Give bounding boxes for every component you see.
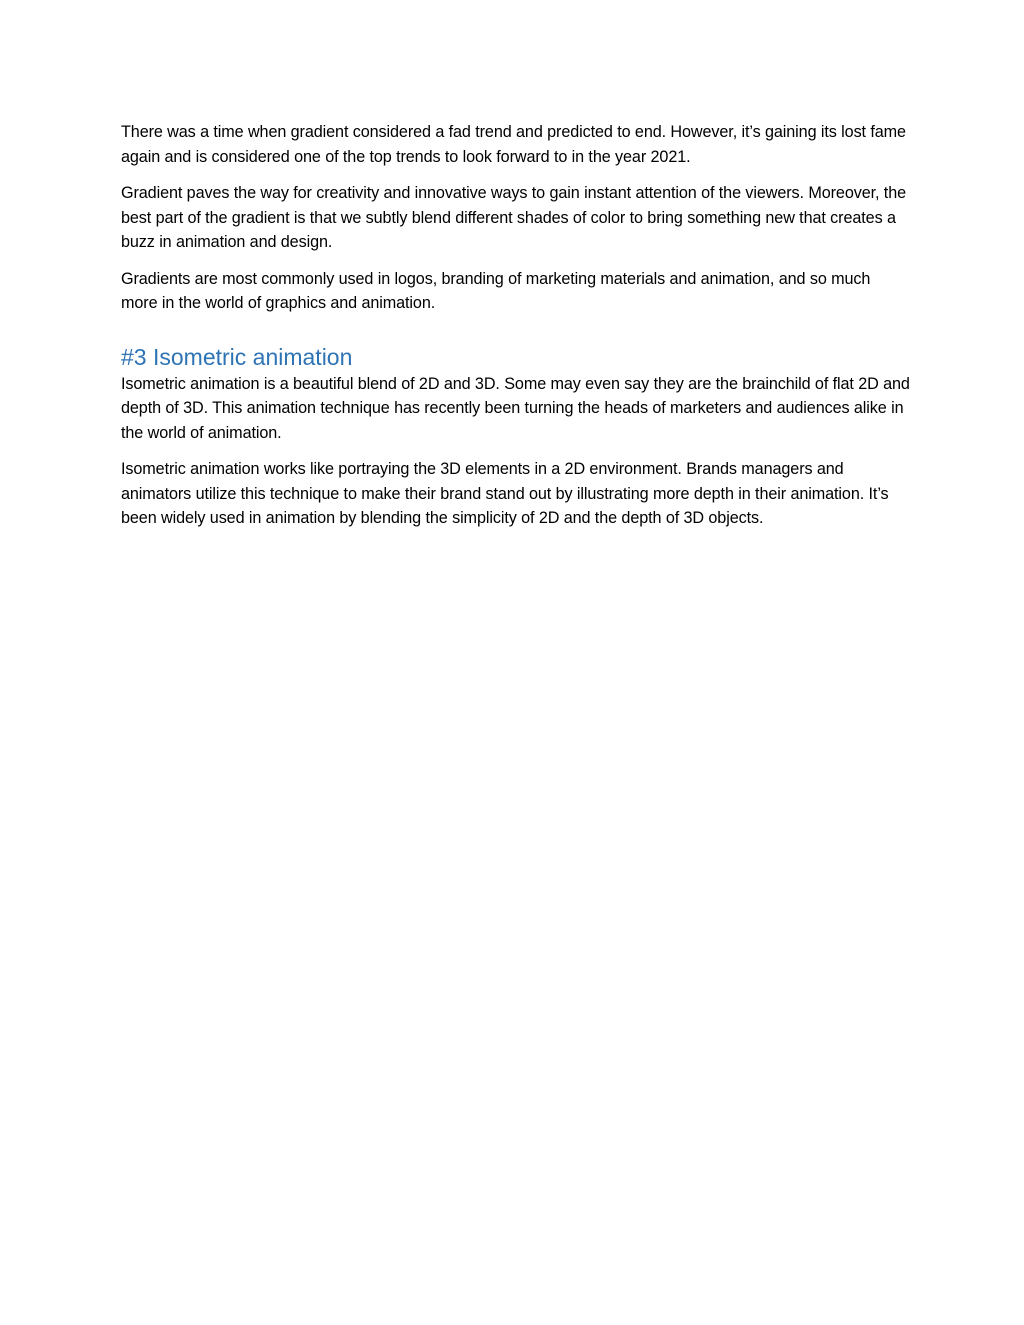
paragraph-gradient-creativity: Gradient paves the way for creativity and innovative ways to gain instant attention of the viewers. Moreover, the best part of the gradient is that we subtly blend different shades of color to bring something new that creates a buzz in animation and design. bbox=[121, 184, 907, 251]
paragraph-isometric-intro: Isometric animation is a beautiful blend of 2D and 3D. Some may even say they are the brainchild of flat 2D and depth of 3D. This animation technique has recently been turning the heads of marketers and audiences alike in the world of animation. bbox=[121, 374, 910, 442]
paragraph-isometric-usage: Isometric animation works like portraying the 3D elements in a 2D environment. Brands managers and animators utilize this technique to make their brand stand out by illustrating more depth in their animation. It’s been widely used in animation by blending the simplicity of 2D and the depth of 3D objects. bbox=[121, 460, 889, 527]
paragraph-gradient-usage: Gradients are most commonly used in logos, branding of marketing materials and animation, and so much more in the world of graphics and animation. bbox=[121, 269, 871, 312]
document-page bbox=[121, 120, 911, 543]
paragraph-gradient-trend: There was a time when gradient considered a fad trend and predicted to end. However, it’s gaining its lost fame again and is considered one of the top trends to look forward to in the year 2021. bbox=[121, 123, 906, 166]
section-heading-isometric: #3 Isometric animation bbox=[121, 343, 353, 370]
intro-section bbox=[121, 120, 911, 316]
isometric-section bbox=[121, 372, 911, 531]
